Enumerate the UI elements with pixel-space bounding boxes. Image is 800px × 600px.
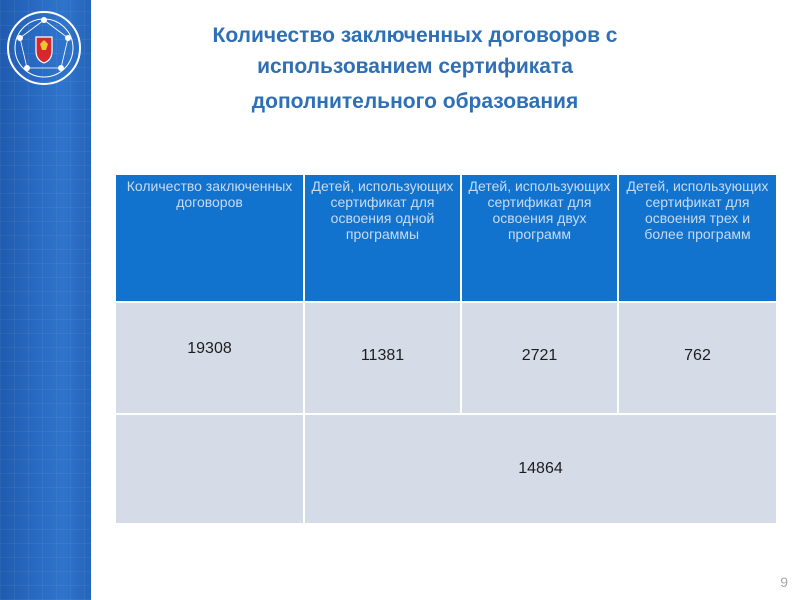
sidebar: [0, 0, 91, 600]
slide-title-line-2: использованием сертификата: [257, 55, 573, 78]
header-two-programs: Детей, использующих сертификат для освоения двух программ: [461, 174, 618, 302]
page-number: 9: [780, 574, 788, 590]
header-three-plus-programs: Детей, использующих сертификат для освоения трех и более программ: [618, 174, 777, 302]
cell-one-program: 11381: [304, 302, 461, 414]
cell-total-children: 14864: [304, 414, 777, 524]
cell-contracts-count: 19308: [115, 302, 304, 414]
table-header-row: [115, 174, 777, 302]
header-contracts: Количество заключенных договоров: [115, 174, 304, 302]
cell-empty: [115, 414, 304, 524]
cell-three-plus-programs: 762: [618, 302, 777, 414]
header-one-program: Детей, использующих сертификат для освоения одной программы: [304, 174, 461, 302]
cell-two-programs: 2721: [461, 302, 618, 414]
regional-emblem-icon: [6, 10, 82, 86]
slide-title-line-3: дополнительного образования: [251, 90, 579, 113]
table-row: [115, 302, 777, 414]
slide-title: [140, 20, 690, 117]
slide-title-line-1: Количество заключенных договоров с: [212, 24, 618, 47]
contracts-table: [114, 173, 778, 525]
table-row-total: [115, 414, 777, 524]
